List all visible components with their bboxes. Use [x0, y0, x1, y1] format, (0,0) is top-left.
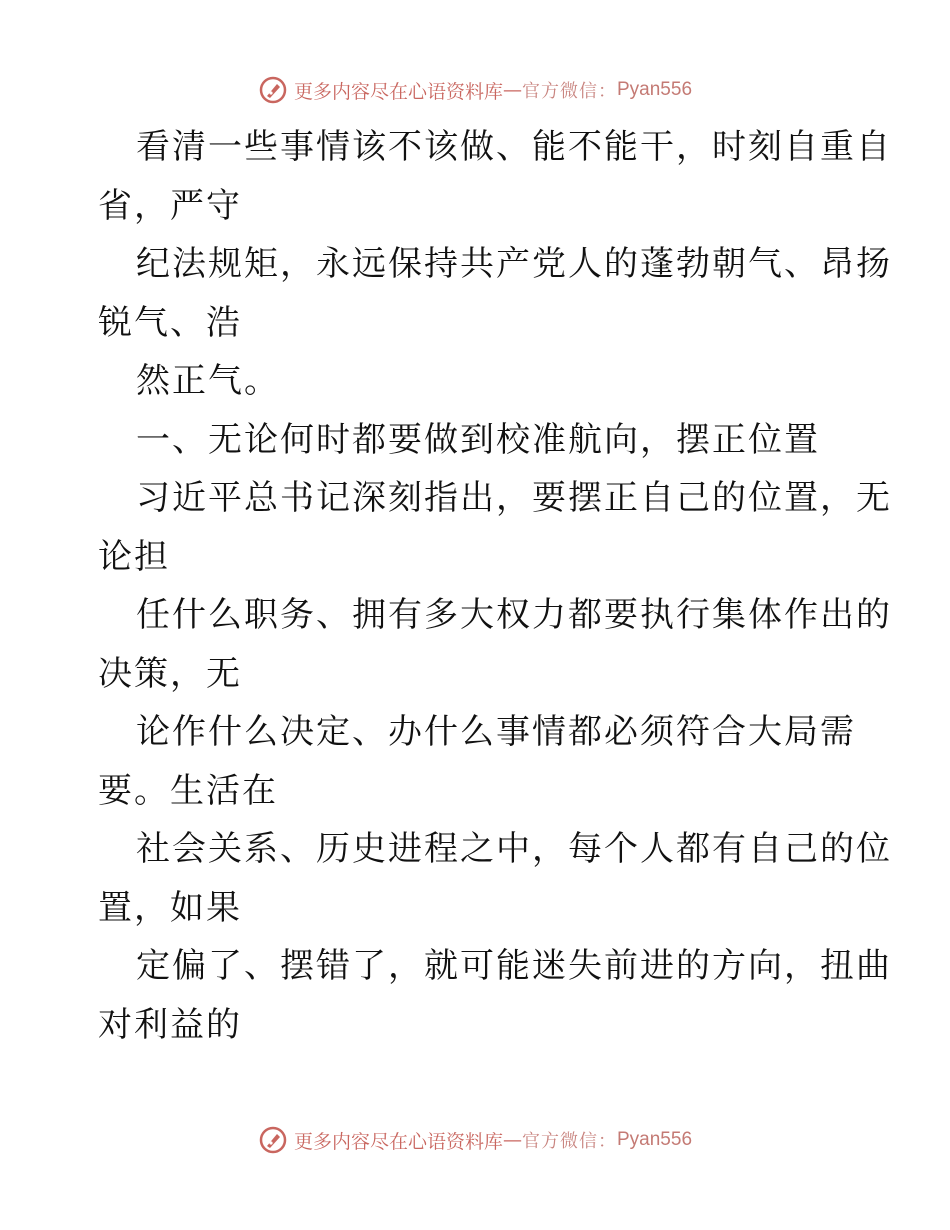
text-line: 论作什么决定、办什么事情都必须符合大局需	[136, 712, 856, 752]
text-line: 纪法规矩，永远保持共产党人的蓬勃朝气、昂扬	[136, 244, 892, 284]
text-line: 然正气。	[136, 361, 280, 401]
pen-nib-circle-icon	[258, 1125, 288, 1155]
text-line: 置，如果	[98, 887, 242, 928]
header-watermark	[0, 72, 950, 108]
pen-nib-circle-icon	[258, 75, 288, 105]
watermark-dash: —	[503, 79, 522, 101]
watermark-dash: —	[503, 1129, 522, 1151]
watermark-handle: Pyan556	[617, 79, 693, 100]
watermark-wechat-label: 官方微信：	[522, 81, 617, 102]
watermark-handle: Pyan556	[617, 1129, 693, 1150]
text-line: 社会关系、历史进程之中，每个人都有自己的位	[136, 829, 892, 869]
text-line: 锐气、浩	[98, 302, 242, 343]
text-line: 习近平总书记深刻指出，要摆正自己的位置，无	[136, 478, 892, 518]
text-line: 看清一些事情该不该做、能不能干，时刻自重自	[136, 127, 892, 167]
watermark-main-text: 更多内容尽在心语资料库	[293, 80, 503, 103]
text-line: 任什么职务、拥有多大权力都要执行集体作出的	[136, 595, 892, 635]
watermark-wechat-label: 官方微信：	[522, 1131, 617, 1152]
text-line: 省，严守	[98, 185, 242, 226]
text-line: 论担	[98, 536, 170, 577]
text-line: 对利益的	[98, 1004, 242, 1045]
watermark-main-text: 更多内容尽在心语资料库	[293, 1130, 503, 1153]
text-line: 决策，无	[98, 653, 242, 694]
text-line: 要。生活在	[98, 770, 278, 811]
body-text	[98, 118, 892, 1054]
section-heading: 一、无论何时都要做到校准航向，摆正位置	[136, 419, 820, 460]
footer-watermark	[0, 1122, 950, 1158]
text-line: 定偏了、摆错了，就可能迷失前进的方向，扭曲	[136, 946, 892, 986]
